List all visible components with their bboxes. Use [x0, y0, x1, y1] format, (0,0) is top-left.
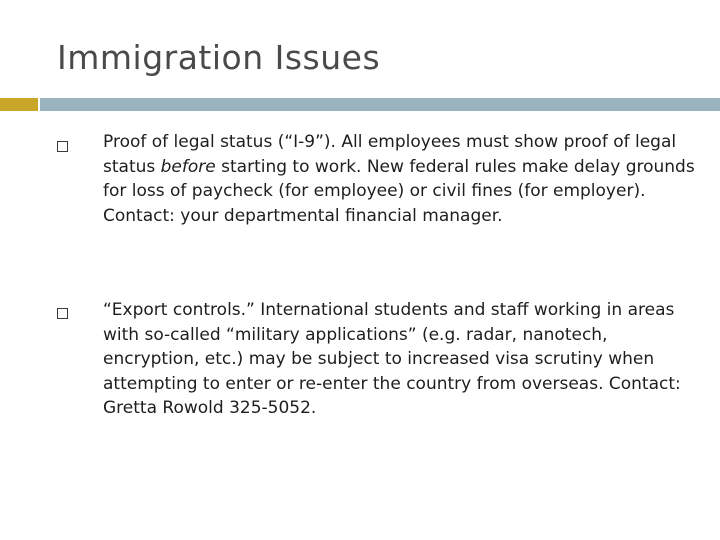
square-bullet-icon [57, 141, 68, 152]
slide-title: Immigration Issues [57, 38, 381, 77]
title-accent-bar [0, 98, 38, 111]
title-underline-bar [40, 98, 720, 111]
square-bullet-icon [57, 308, 68, 319]
bullet-text-emphasis: before [160, 156, 216, 177]
bullet-item-legal-status [103, 130, 703, 228]
bullet-item-export-controls: “Export controls.” International students and staff working in areas with so-called “military applications” (e.g. radar, nanotech, encryption, etc.) may be subject to increased visa scrutiny when attempting to enter or re-enter the country from overseas. Contact: Gretta Rowold 325-5052. [103, 300, 681, 418]
bullet-text-part: starting to work. New federal rules make delay grounds for loss of paycheck (for employee) or civil fines (for employer). Contact: your departmental financial manager. [103, 156, 695, 226]
bullet-text-part: Proof of legal status (“I-9”). All employees must show proof of legal status [103, 132, 677, 177]
